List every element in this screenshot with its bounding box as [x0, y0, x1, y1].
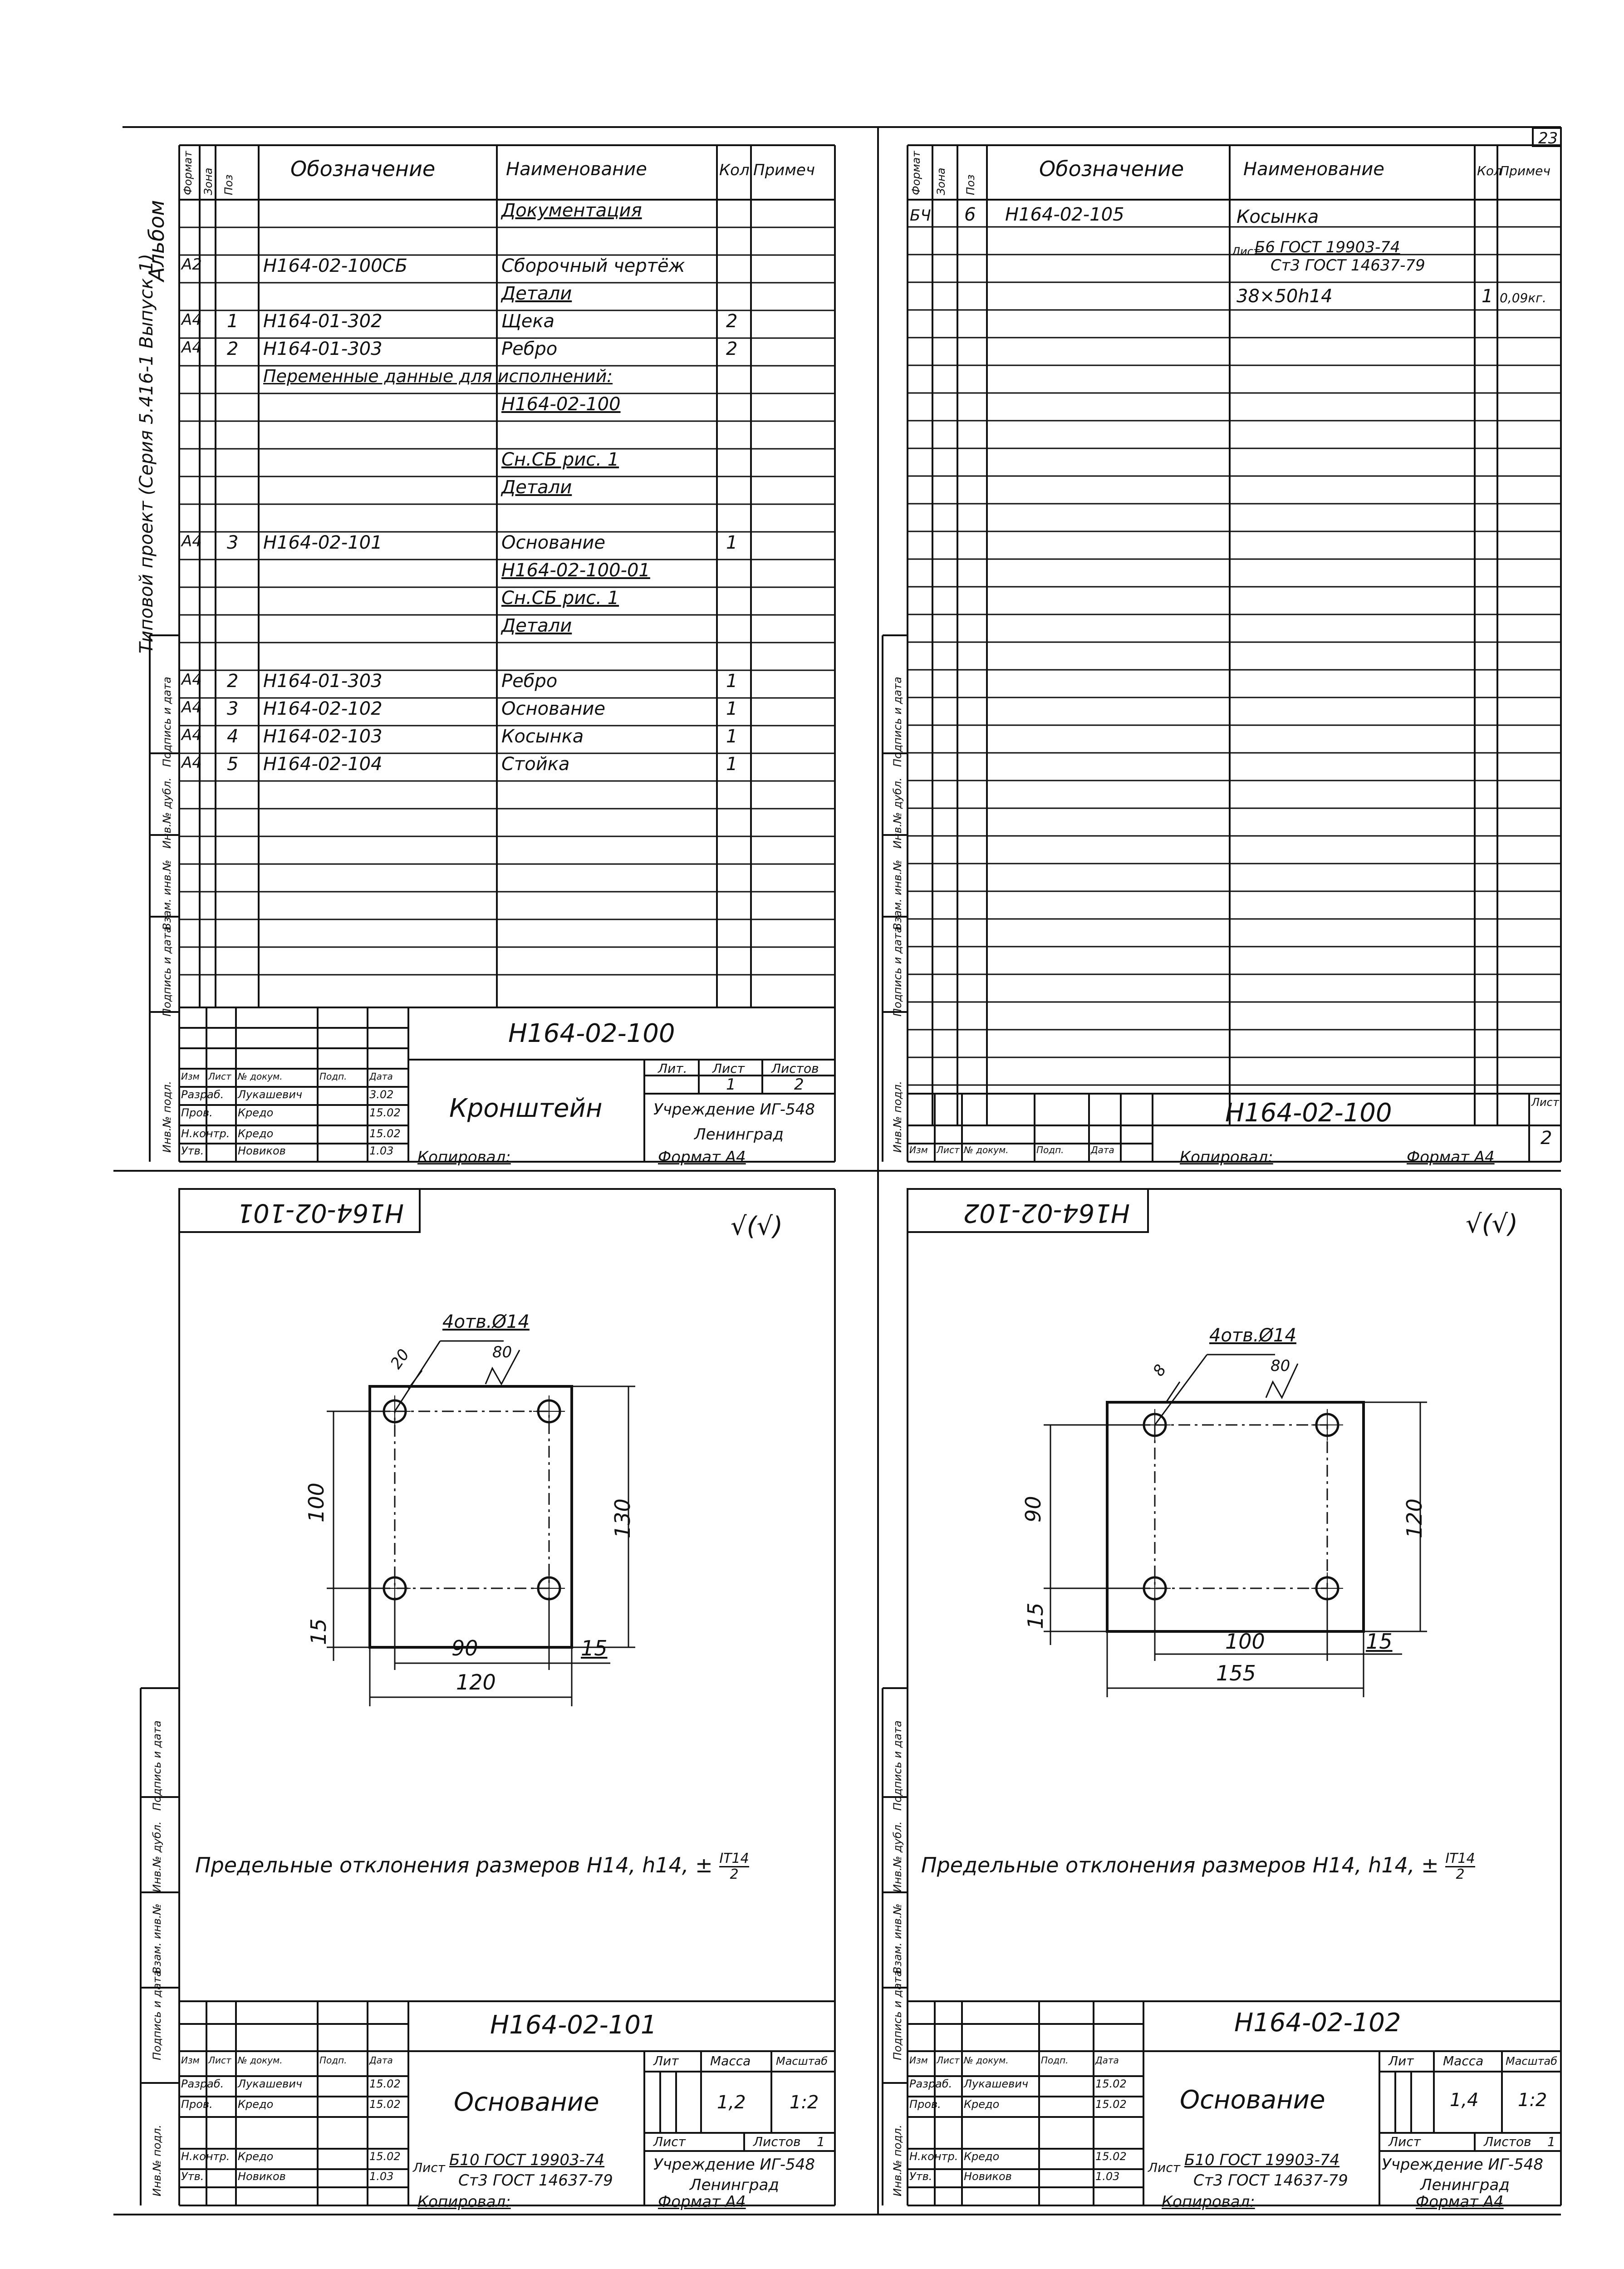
q1-head-designation: Обозначение	[290, 157, 436, 181]
margin-label: Подпись и дата	[891, 926, 904, 1017]
stamp-peopl: Кредо	[238, 2150, 274, 2163]
q1-stamp-city: Ленинград	[694, 1125, 784, 1144]
stamp-role: Пров.	[181, 2098, 213, 2111]
q4-stamp-material-label: Лист	[1148, 2160, 1180, 2175]
q4-stamp-sheets: Листов	[1484, 2134, 1531, 2149]
q1-row-name: Детали	[501, 477, 572, 498]
side-label-album: Альбом	[144, 200, 169, 281]
stamp-role: Пров.	[909, 2098, 941, 2111]
stamp-date: 15.02	[369, 2150, 401, 2163]
q1-row-pos: 3	[227, 532, 239, 553]
stamp-date: 1.03	[369, 1144, 394, 1157]
q1-stamp-org: Учреждение ИГ-548	[653, 1100, 815, 1119]
q1-row-des: Н164-02-103	[263, 726, 383, 747]
page-number: 23	[1538, 129, 1558, 147]
q4-chamfer: 8	[1149, 1361, 1170, 1380]
q1-row-name: Документация	[501, 200, 642, 221]
q1-head-note: Примеч	[753, 161, 815, 179]
margin-label: Инв.№ дубл.	[891, 777, 904, 849]
q4-tolerance	[921, 1852, 1475, 1882]
q2-size: 38×50h14	[1236, 286, 1333, 307]
q1-row-des: Н164-01-303	[263, 671, 383, 692]
q1-head-zone: Зона	[202, 167, 215, 195]
q4-copied: Копировал:	[1162, 2193, 1255, 2211]
q1-row-name: Стойка	[501, 754, 570, 775]
q4-stamp-material-bottom: Ст3 ГОСТ 14637-79	[1193, 2171, 1348, 2190]
q1-head-qty: Кол	[719, 161, 750, 179]
q1-stamp-lit: Лит.	[658, 1061, 687, 1076]
q4-tol-num: IT14	[1445, 1851, 1475, 1866]
q2-mass: 0,09кг.	[1500, 290, 1546, 305]
stamp-peopl: Новиков	[964, 2170, 1012, 2183]
stamp-peopl: Кредо	[964, 2150, 1000, 2163]
stamp-role: Разраб.	[909, 2077, 952, 2090]
stamp-date: 1.03	[369, 2170, 394, 2183]
q1-row-name: Ребро	[501, 339, 558, 359]
q3-dim-h-inner: 90	[451, 1636, 478, 1660]
q1-row-des: Н164-01-303	[263, 339, 383, 359]
q1-row-pos: 2	[227, 339, 239, 359]
q4-dim-h-inner-right: 15	[1366, 1629, 1393, 1654]
stamp-peopl: Кредо	[964, 2098, 1000, 2111]
q1-row-pos: 1	[227, 311, 239, 332]
q2-qty: 1	[1482, 286, 1493, 307]
q1-row-fmt: А4	[182, 311, 202, 329]
q2-mat-label: Лист	[1232, 245, 1260, 258]
q3-tolerance	[195, 1852, 749, 1882]
stamp-col-header: Изм	[181, 1071, 200, 1082]
q3-stamp-code: Н164-02-101	[490, 2010, 657, 2040]
q4-format: Формат А4	[1416, 2193, 1504, 2211]
q3-dim-bottom-left: 15	[306, 1618, 331, 1645]
q4-dim-v-left: 90	[1021, 1496, 1045, 1522]
q1-stamp-code: Н164-02-100	[508, 1019, 675, 1048]
stamp-col-header: № докум.	[238, 2055, 283, 2066]
q1-row-fmt: А4	[182, 754, 202, 772]
q1-row-qty: 1	[726, 671, 738, 692]
q1-row-des: Н164-02-100СБ	[263, 255, 407, 276]
stamp-date: 1.03	[1095, 2170, 1120, 2183]
stamp-role: Утв.	[181, 2170, 204, 2183]
q3-stamp-mass-val: 1,2	[717, 2092, 746, 2113]
q1-row-name: Основание	[501, 698, 605, 719]
stamp-peopl: Новиков	[238, 1144, 286, 1157]
q1-row-qty: 1	[726, 698, 738, 719]
q1-row-des: Н164-02-104	[263, 754, 383, 775]
margin-label: Подпись и дата	[151, 1970, 163, 2060]
stamp-peopl: Кредо	[238, 2098, 274, 2111]
q3-rough-mark: 80	[492, 1343, 512, 1361]
q1-row-fmt: А4	[182, 339, 202, 357]
q3-stamp-title: Основание	[454, 2087, 599, 2117]
stamp-col-header: Подп.	[1036, 1144, 1064, 1155]
q4-dim-h-total: 155	[1216, 1661, 1256, 1685]
q1-head-name: Наименование	[506, 159, 647, 180]
q2-head-designation: Обозначение	[1039, 157, 1184, 181]
q3-dim-v-right: 130	[610, 1498, 635, 1538]
stamp-role: Пров.	[181, 1106, 213, 1119]
side-label-project: Типовой проект (Серия 5.416-1 Выпуск 1)	[136, 254, 157, 653]
stamp-role: Утв.	[181, 1144, 204, 1157]
stamp-col-header: № докум.	[964, 1144, 1009, 1155]
q1-row-qty: 1	[726, 532, 738, 553]
stamp-col-header: Дата	[369, 1071, 393, 1082]
stamp-role: Н.контр.	[181, 2150, 230, 2163]
stamp-date: 15.02	[369, 2098, 401, 2111]
q3-chamfer: 20	[387, 1346, 413, 1373]
q2-head-qty: Кол	[1477, 163, 1502, 178]
q1-row-des: Н164-01-302	[263, 311, 383, 332]
stamp-peopl: Лукашевич	[238, 2077, 303, 2090]
q4-stamp-material-top: Б10 ГОСТ 19903-74	[1184, 2151, 1340, 2169]
margin-label: Взам. инв.№	[161, 859, 173, 930]
stamp-col-header: Подп.	[1041, 2055, 1069, 2066]
q3-mirror-code: Н164-02-101	[237, 1198, 404, 1228]
q3-stamp-lit: Лит	[653, 2053, 679, 2068]
q2-head-name: Наименование	[1243, 159, 1384, 180]
q3-holes-label: 4отв.Ø14	[442, 1311, 530, 1332]
stamp-peopl: Кредо	[238, 1106, 274, 1119]
stamp-date: 15.02	[369, 1106, 401, 1119]
q3-stamp-scale: Масштаб	[776, 2055, 828, 2068]
q1-row-name: Сн.СБ рис. 1	[501, 588, 619, 609]
stamp-role: Н.контр.	[181, 1127, 230, 1140]
stamp-role: Разраб.	[181, 2077, 224, 2090]
stamp-date: 3.02	[369, 1088, 394, 1101]
stamp-col-header: Изм	[909, 1144, 928, 1155]
q4-rough-mark: 80	[1271, 1357, 1290, 1375]
q4-holes-label: 4отв.Ø14	[1209, 1325, 1296, 1346]
margin-label: Инв.№ подл.	[161, 1081, 173, 1153]
margin-label: Подпись и дата	[161, 926, 173, 1017]
q2-head-note: Примеч	[1500, 163, 1550, 178]
q1-row-name: Детали	[501, 615, 572, 636]
q4-stamp-sheets-val: 1	[1547, 2134, 1555, 2149]
margin-label: Инв.№ дубл.	[161, 777, 173, 849]
q3-copied: Копировал:	[417, 2193, 511, 2211]
stamp-col-header: Подп.	[319, 1071, 347, 1082]
q1-head-format: Формат	[182, 151, 194, 195]
q2-mat-top: Б6 ГОСТ 19903-74	[1255, 238, 1400, 256]
q2-row-format: БЧ	[910, 206, 931, 225]
q2-row-pos: 6	[964, 204, 976, 225]
margin-label: Инв.№ дубл.	[891, 1821, 904, 1892]
q1-stamp-sheets: Листов	[771, 1061, 819, 1076]
q1-row-qty: 2	[726, 311, 738, 332]
q1-row-fmt: А4	[182, 698, 202, 717]
q2-format: Формат А4	[1407, 1148, 1495, 1166]
q4-stamp-scale-val: 1:2	[1518, 2090, 1547, 2111]
q3-format: Формат А4	[658, 2193, 746, 2211]
stamp-date: 15.02	[1095, 2150, 1127, 2163]
stamp-role: Н.контр.	[909, 2150, 958, 2163]
q1-row-name: Щека	[501, 311, 555, 332]
q2-head-format: Формат	[910, 151, 922, 195]
stamp-col-header: Изм	[181, 2055, 200, 2066]
q1-copied: Копировал:	[417, 1148, 511, 1166]
q3-stamp-org: Учреждение ИГ-548	[653, 2156, 815, 2174]
q4-stamp-mass-val: 1,4	[1450, 2090, 1479, 2111]
q4-dim-bottom-left: 15	[1023, 1602, 1048, 1629]
q1-row-des: Переменные данные для исполнений:	[263, 366, 613, 386]
q2-head-zone: Зона	[935, 167, 947, 195]
q2-stamp-sheet-val: 2	[1541, 1128, 1552, 1149]
q1-row-name: Основание	[501, 532, 605, 553]
q3-tol-num: IT14	[719, 1851, 749, 1866]
q4-stamp-sheet: Лист	[1388, 2134, 1421, 2149]
q3-stamp-material-label: Лист	[413, 2160, 445, 2175]
stamp-col-header: Дата	[1095, 2055, 1119, 2066]
q2-copied: Копировал:	[1180, 1148, 1273, 1166]
q1-row-pos: 3	[227, 698, 239, 719]
q4-stamp-lit: Лит	[1388, 2053, 1414, 2068]
stamp-peopl: Новиков	[238, 2170, 286, 2183]
q1-row-qty: 1	[726, 726, 738, 747]
q1-head-pos: Поз	[222, 174, 235, 195]
stamp-col-header: Дата	[369, 2055, 393, 2066]
stamp-date: 15.02	[369, 2077, 401, 2090]
q4-stamp-code: Н164-02-102	[1234, 2008, 1401, 2038]
stamp-col-header: Дата	[1091, 1144, 1114, 1155]
q4-stamp-mass: Масса	[1443, 2053, 1484, 2068]
q4-stamp-title: Основание	[1180, 2085, 1325, 2115]
stamp-peopl: Лукашевич	[238, 1088, 303, 1101]
q1-row-fmt: А4	[182, 671, 202, 689]
q4-tolerance-text: Предельные отклонения размеров H14, h14, ±	[921, 1853, 1439, 1877]
stamp-col-header: № докум.	[238, 1071, 283, 1082]
margin-label: Подпись и дата	[891, 1720, 904, 1811]
q1-row-pos: 4	[227, 726, 239, 747]
q3-stamp-sheet: Лист	[653, 2134, 686, 2149]
q2-mat-bottom: Ст3 ГОСТ 14637-79	[1271, 256, 1425, 275]
q4-roughness-symbol: √(√)	[1466, 1209, 1518, 1239]
q1-row-pos: 5	[227, 754, 239, 775]
q1-stamp-sheets-val: 2	[794, 1076, 804, 1094]
q3-dim-h-inner-right: 15	[581, 1636, 608, 1660]
q3-stamp-sheets-val: 1	[817, 2134, 825, 2149]
stamp-col-header: Лист	[208, 2055, 231, 2066]
q1-row-fmt: А2	[182, 255, 202, 274]
stamp-role: Утв.	[909, 2170, 932, 2183]
margin-label: Подпись и дата	[891, 1970, 904, 2060]
q3-stamp-sheets: Листов	[753, 2134, 801, 2149]
q2-row-designation: Н164-02-105	[1005, 204, 1124, 225]
q4-stamp-org: Учреждение ИГ-548	[1382, 2156, 1543, 2174]
q2-head-pos: Поз	[964, 174, 977, 195]
q3-stamp-material-bottom: Ст3 ГОСТ 14637-79	[458, 2171, 613, 2190]
margin-label: Подпись и дата	[891, 677, 904, 767]
margin-label: Инв.№ подл.	[891, 1081, 904, 1153]
stamp-col-header: Подп.	[319, 2055, 347, 2066]
q3-tol-den: 2	[730, 1866, 739, 1882]
stamp-date: 15.02	[1095, 2098, 1127, 2111]
q4-tol-den: 2	[1456, 1866, 1465, 1882]
margin-label: Инв.№ подл.	[151, 2125, 163, 2196]
q1-row-fmt: А4	[182, 726, 202, 744]
q1-row-name: Сн.СБ рис. 1	[501, 449, 619, 470]
q1-row-name: Сборочный чертёж	[501, 255, 685, 276]
margin-label: Инв.№ дубл.	[151, 1821, 163, 1892]
q3-stamp-scale-val: 1:2	[790, 2092, 819, 2113]
q3-dim-v-left: 100	[304, 1483, 329, 1522]
q1-row-des: Н164-02-101	[263, 532, 383, 553]
q3-roughness-symbol: √(√)	[731, 1212, 783, 1241]
q1-row-qty: 2	[726, 339, 738, 359]
q4-dim-h-inner: 100	[1225, 1629, 1265, 1654]
stamp-col-header: Лист	[937, 1144, 960, 1155]
q1-row-fmt: А4	[182, 532, 202, 550]
q3-tolerance-text: Предельные отклонения размеров H14, h14, ±	[195, 1853, 713, 1877]
stamp-col-header: № докум.	[964, 2055, 1009, 2066]
q2-row-name: Косынка	[1236, 206, 1319, 227]
q1-format: Формат А4	[658, 1148, 746, 1166]
q4-stamp-scale: Масштаб	[1506, 2055, 1558, 2068]
stamp-col-header: Изм	[909, 2055, 928, 2066]
margin-label: Инв.№ подл.	[891, 2125, 904, 2196]
q1-row-name: Ребро	[501, 671, 558, 692]
stamp-col-header: Лист	[937, 2055, 960, 2066]
q4-stamp-city: Ленинград	[1420, 2176, 1510, 2194]
margin-label: Взам. инв.№	[151, 1903, 163, 1974]
q1-row-qty: 1	[726, 754, 738, 775]
q3-stamp-city: Ленинград	[690, 2176, 779, 2194]
stamp-col-header: Лист	[208, 1071, 231, 1082]
q1-row-name: Н164-02-100	[501, 394, 621, 415]
margin-label: Подпись и дата	[161, 677, 173, 767]
q1-row-des: Н164-02-102	[263, 698, 383, 719]
q4-dim-v-right: 120	[1402, 1498, 1427, 1538]
q2-stamp-sheet: Лист	[1531, 1096, 1559, 1109]
q1-stamp-title: Кронштейн	[449, 1094, 603, 1123]
stamp-peopl: Лукашевич	[964, 2077, 1029, 2090]
stamp-date: 15.02	[1095, 2077, 1127, 2090]
q1-row-name: Детали	[501, 283, 572, 304]
stamp-date: 15.02	[369, 1127, 401, 1140]
q3-stamp-material-top: Б10 ГОСТ 19903-74	[449, 2151, 605, 2169]
q1-row-pos: 2	[227, 671, 239, 692]
stamp-role: Разраб.	[181, 1088, 224, 1101]
q1-row-name: Косынка	[501, 726, 584, 747]
q3-dim-h-total: 120	[456, 1670, 496, 1694]
q1-stamp-sheet-val: 1	[726, 1076, 736, 1094]
q3-stamp-mass: Масса	[710, 2053, 751, 2068]
q4-mirror-code: Н164-02-102	[963, 1198, 1130, 1228]
margin-label: Взам. инв.№	[891, 859, 904, 930]
margin-label: Подпись и дата	[151, 1720, 163, 1811]
stamp-peopl: Кредо	[238, 1127, 274, 1140]
q1-stamp-sheet: Лист	[712, 1061, 745, 1076]
q2-stamp-code: Н164-02-100	[1225, 1098, 1392, 1128]
q1-row-name: Н164-02-100-01	[501, 560, 650, 581]
margin-label: Взам. инв.№	[891, 1903, 904, 1974]
